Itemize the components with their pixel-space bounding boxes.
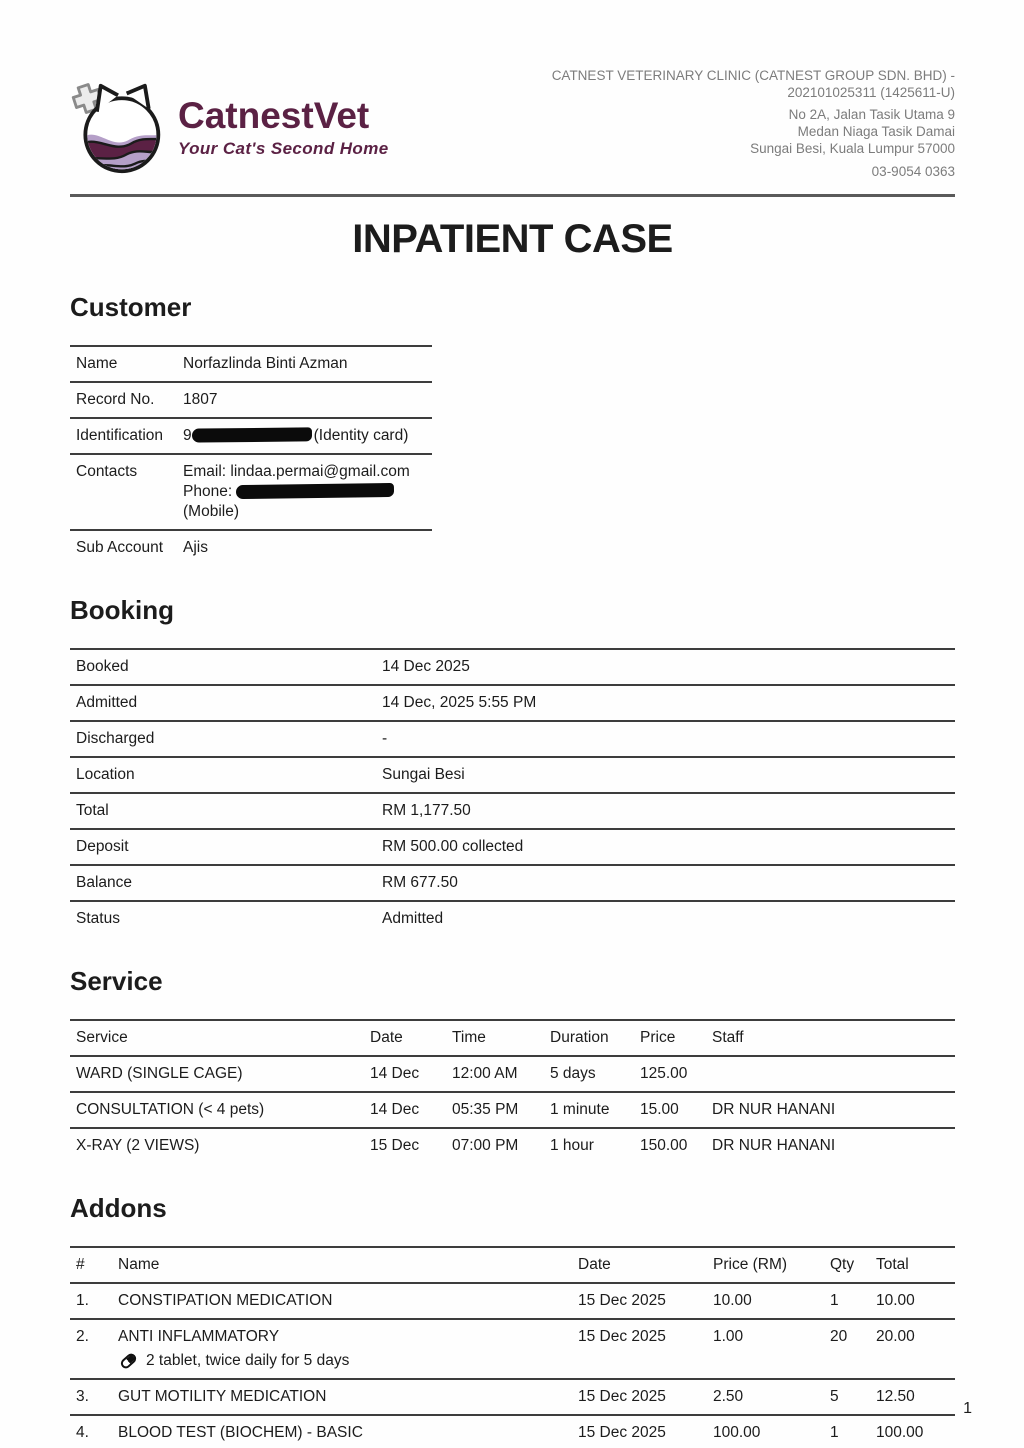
field-value: Sungai Besi xyxy=(382,766,465,784)
addon-row xyxy=(70,1378,955,1414)
addon-dosage-note xyxy=(118,1351,578,1371)
service-header-row xyxy=(70,1019,955,1055)
header xyxy=(70,66,955,180)
column-header: Price xyxy=(640,1029,676,1047)
field-label: Admitted xyxy=(76,694,138,712)
field-value: RM 1,177.50 xyxy=(382,802,471,820)
addon-total: 20.00 xyxy=(876,1328,915,1346)
service-table xyxy=(70,1019,955,1163)
document-title: INPATIENT CASE xyxy=(352,217,673,262)
service-price: 150.00 xyxy=(640,1137,688,1155)
field-label: Status xyxy=(76,910,120,928)
addon-qty: 1 xyxy=(830,1292,839,1310)
service-row xyxy=(70,1127,955,1163)
field-label: Discharged xyxy=(76,730,155,748)
addon-name: CONSTIPATION MEDICATION xyxy=(118,1292,333,1310)
field-label: Contacts xyxy=(76,463,138,481)
addon-total: 12.50 xyxy=(876,1388,915,1406)
addon-price: 1.00 xyxy=(713,1328,744,1346)
addon-price: 2.50 xyxy=(713,1388,744,1406)
field-label: Deposit xyxy=(76,838,129,856)
addon-price: 10.00 xyxy=(713,1292,752,1310)
addon-price: 100.00 xyxy=(713,1424,761,1442)
field-label: Booked xyxy=(76,658,129,676)
service-duration: 1 minute xyxy=(550,1101,610,1119)
brand xyxy=(70,80,389,176)
catnestvet-logo-icon xyxy=(70,80,166,176)
addon-date: 15 Dec 2025 xyxy=(578,1328,666,1346)
customer-phone xyxy=(183,482,432,522)
customer-row-sub-account xyxy=(70,529,432,565)
booking-row xyxy=(70,684,955,720)
field-label: Record No. xyxy=(76,391,155,409)
service-time: 12:00 AM xyxy=(452,1065,518,1083)
service-price: 125.00 xyxy=(640,1065,688,1083)
booking-row xyxy=(70,900,955,936)
customer-row-identification xyxy=(70,417,432,453)
addon-row xyxy=(70,1414,955,1448)
column-header: Qty xyxy=(830,1256,855,1274)
addons-table xyxy=(70,1246,955,1448)
pill-icon xyxy=(119,1352,138,1371)
customer-identification-value xyxy=(183,426,432,446)
column-header: Date xyxy=(578,1256,611,1274)
field-value: Admitted xyxy=(382,910,444,928)
brand-name: CatnestVet xyxy=(178,95,370,136)
service-name: WARD (SINGLE CAGE) xyxy=(76,1065,243,1083)
column-header: Staff xyxy=(712,1029,744,1047)
service-duration: 5 days xyxy=(550,1065,596,1083)
column-header: Service xyxy=(76,1029,128,1047)
field-label: Sub Account xyxy=(76,539,164,557)
brand-tagline: Your Cat's Second Home xyxy=(178,139,389,158)
service-date: 15 Dec xyxy=(370,1137,420,1155)
column-header: Total xyxy=(876,1256,909,1274)
customer-row-contacts xyxy=(70,453,432,529)
field-label: Location xyxy=(76,766,135,784)
field-value: RM 677.50 xyxy=(382,874,458,892)
addon-number: 2. xyxy=(76,1328,89,1346)
identification-type: (Identity card) xyxy=(313,427,409,445)
brand-text xyxy=(178,97,389,159)
field-label: Total xyxy=(76,802,109,820)
customer-table xyxy=(70,345,432,565)
page-number: 1 xyxy=(963,1400,972,1417)
column-header: # xyxy=(76,1256,85,1274)
customer-sub-account-value: Ajis xyxy=(183,539,208,557)
service-date: 14 Dec xyxy=(370,1065,420,1083)
field-value: RM 500.00 collected xyxy=(382,838,524,856)
service-price: 15.00 xyxy=(640,1101,679,1119)
addon-name: ANTI INFLAMMATORY xyxy=(118,1328,280,1346)
service-time: 07:00 PM xyxy=(452,1137,519,1155)
addon-qty: 20 xyxy=(830,1328,848,1346)
addon-name: GUT MOTILITY MEDICATION xyxy=(118,1388,327,1406)
service-staff: DR NUR HANANI xyxy=(712,1137,836,1155)
identification-prefix: 9 xyxy=(183,427,192,445)
service-staff: DR NUR HANANI xyxy=(712,1101,836,1119)
addon-date: 15 Dec 2025 xyxy=(578,1388,666,1406)
field-value: 14 Dec 2025 xyxy=(382,658,470,676)
service-duration: 1 hour xyxy=(550,1137,594,1155)
customer-record-value: 1807 xyxy=(183,391,218,409)
phone-prefix: Phone: xyxy=(183,483,237,501)
addons-heading: Addons xyxy=(70,1193,167,1224)
service-date: 14 Dec xyxy=(370,1101,420,1119)
service-row xyxy=(70,1091,955,1127)
addon-date: 15 Dec 2025 xyxy=(578,1292,666,1310)
clinic-name: CATNEST VETERINARY CLINIC (CATNEST GROUP SDN. BHD) - xyxy=(551,68,955,83)
column-header: Price (RM) xyxy=(713,1256,788,1274)
clinic-phone: 03-9054 0363 xyxy=(871,163,955,179)
addon-number: 1. xyxy=(76,1292,89,1310)
field-value: - xyxy=(382,730,388,748)
addon-row xyxy=(70,1282,955,1318)
addon-qty: 5 xyxy=(830,1388,839,1406)
service-heading: Service xyxy=(70,966,163,997)
customer-contacts-value xyxy=(183,462,432,522)
clinic-address-line2: Medan Niaga Tasik Damai xyxy=(797,124,955,140)
booking-table xyxy=(70,648,955,936)
service-name: CONSULTATION (< 4 pets) xyxy=(76,1101,265,1119)
column-header: Duration xyxy=(550,1029,609,1047)
customer-row-record xyxy=(70,381,432,417)
booking-row xyxy=(70,864,955,900)
phone-type: (Mobile) xyxy=(183,503,239,521)
addon-qty: 1 xyxy=(830,1424,839,1442)
column-header: Time xyxy=(452,1029,486,1047)
booking-row xyxy=(70,648,955,684)
service-time: 05:35 PM xyxy=(452,1101,519,1119)
booking-heading: Booking xyxy=(70,595,174,626)
booking-row xyxy=(70,828,955,864)
service-name: X-RAY (2 VIEWS) xyxy=(76,1137,200,1155)
addon-date: 15 Dec 2025 xyxy=(578,1424,666,1442)
addon-total: 100.00 xyxy=(876,1424,924,1442)
addon-number: 4. xyxy=(76,1424,89,1442)
service-row xyxy=(70,1055,955,1091)
redacted-phone-number xyxy=(236,483,394,499)
addon-row xyxy=(70,1318,955,1378)
redacted-id-number xyxy=(192,428,312,443)
booking-row xyxy=(70,756,955,792)
dosage-text: 2 tablet, twice daily for 5 days xyxy=(146,1352,350,1370)
field-value: 14 Dec, 2025 5:55 PM xyxy=(382,694,537,712)
addon-name: BLOOD TEST (BIOCHEM) - BASIC xyxy=(118,1424,363,1442)
booking-row xyxy=(70,720,955,756)
addon-name-cell xyxy=(118,1327,578,1371)
field-label: Identification xyxy=(76,427,164,445)
booking-row xyxy=(70,792,955,828)
customer-heading: Customer xyxy=(70,292,192,323)
customer-email: Email: lindaa.permai@gmail.com xyxy=(183,463,410,481)
field-label: Balance xyxy=(76,874,133,892)
service-staff xyxy=(712,1064,955,1084)
addon-total: 10.00 xyxy=(876,1292,915,1310)
customer-row-name xyxy=(70,345,432,381)
addon-number: 3. xyxy=(76,1388,89,1406)
column-header: Date xyxy=(370,1029,403,1047)
clinic-info xyxy=(552,68,955,180)
clinic-address-line3: Sungai Besi, Kuala Lumpur 57000 xyxy=(750,140,955,156)
field-label: Name xyxy=(76,355,118,373)
customer-name-value: Norfazlinda Binti Azman xyxy=(183,355,348,373)
clinic-registration: 202101025311 (1425611-U) xyxy=(787,84,955,100)
addons-header-row xyxy=(70,1246,955,1282)
clinic-address-line1: No 2A, Jalan Tasik Utama 9 xyxy=(788,107,955,123)
column-header: Name xyxy=(118,1256,160,1274)
header-divider xyxy=(70,194,955,197)
